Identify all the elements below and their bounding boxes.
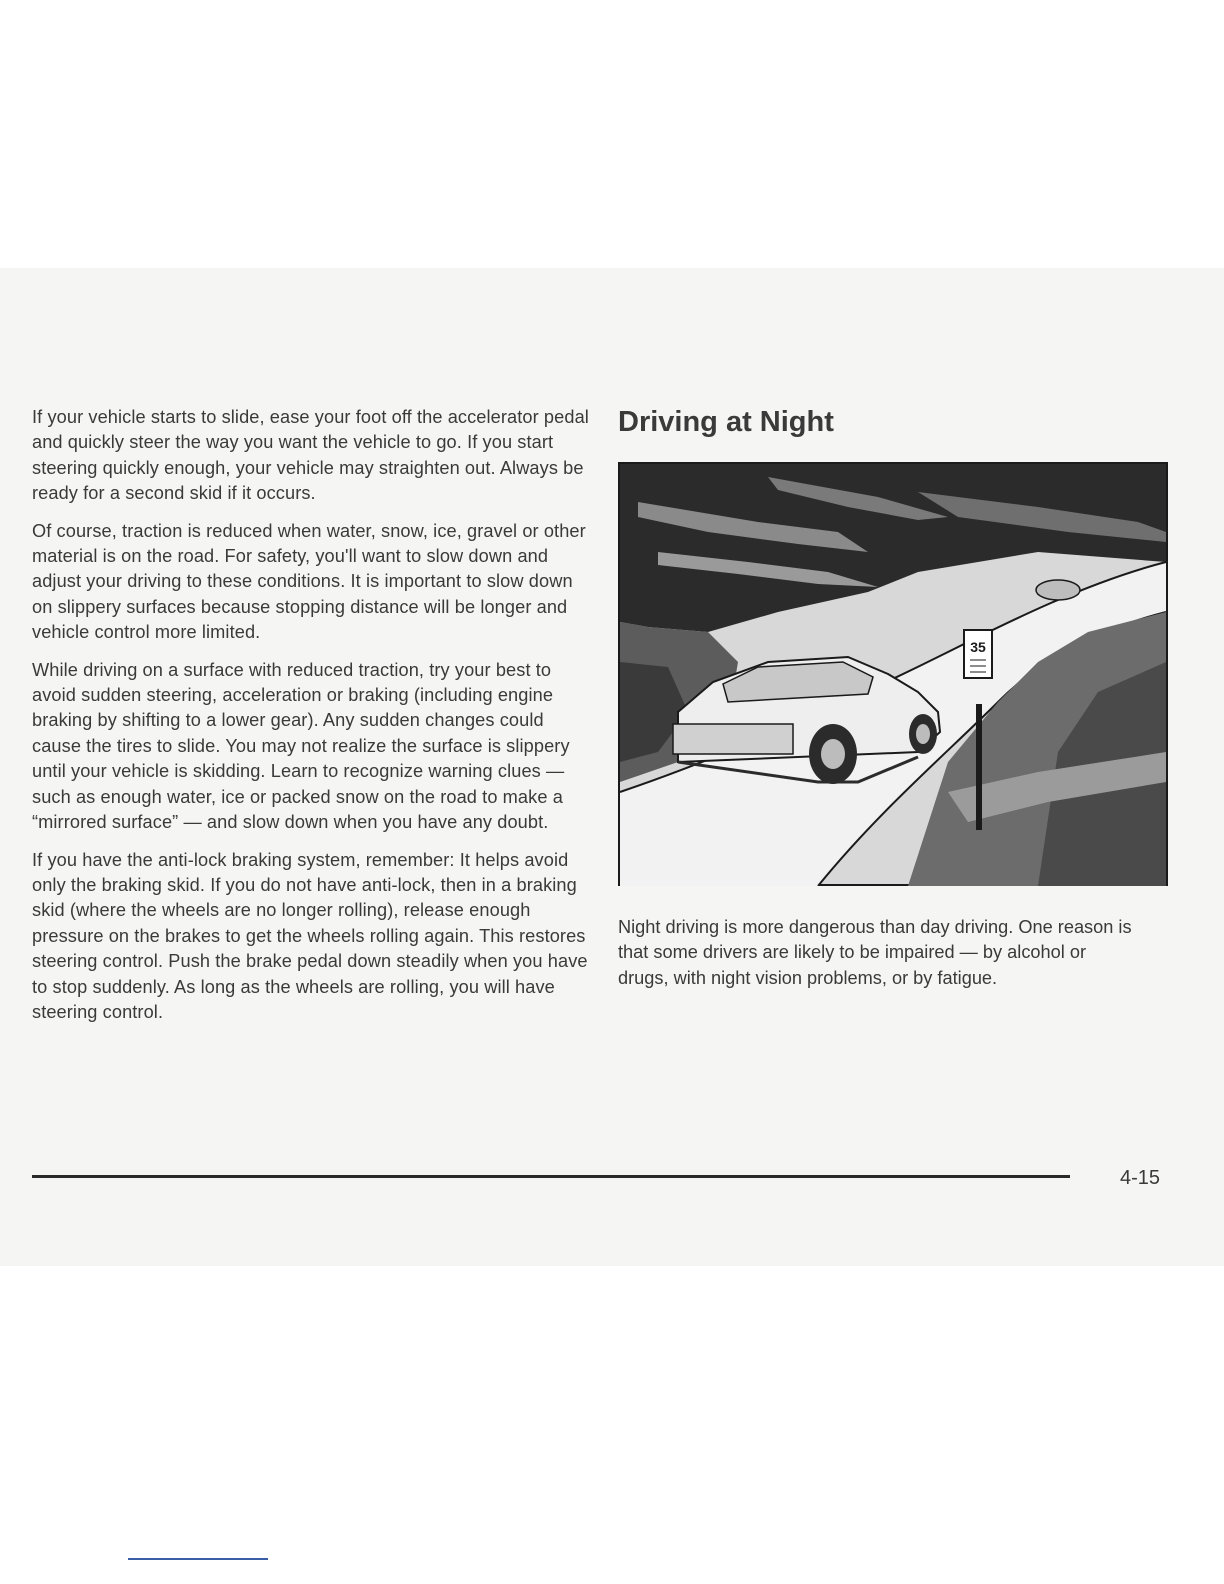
paragraph-avoid-sudden-changes: While driving on a surface with reduced traction, try your best to avoid sudden steering, acceleration or braking (including engine braking by shifting to a lower gear). Any sudden changes could cause the tires to slide. You may not realize the surface is slippery until your vehicle is skidding. Learn to recognize warning clues — such as enough water, ice or packed snow on the road to make a “mirrored surface” — and slow down when you have any doubt. (32, 659, 570, 833)
paragraph-skid-recovery: If your vehicle starts to slide, ease your foot off the accelerator pedal and quickly steer the way you want the vehicle to go. If you start steering quickly enough, your vehicle may straighten out. Always be ready for a second skid if it occurs. (32, 407, 589, 504)
footer-rule (32, 1175, 1070, 1178)
section-title: Driving at Night (618, 406, 834, 438)
night-driving-illustration (618, 462, 1168, 886)
right-column-header (618, 400, 1178, 444)
page-number: 4-15 (1120, 1167, 1161, 1189)
bottom-accent-line (128, 1558, 268, 1560)
left-column (32, 405, 592, 1037)
paragraph-anti-lock-brakes: If you have the anti-lock braking system, remember: It helps avoid only the braking skid. If you do not have anti-lock, then in a braking skid (where the wheels are no longer rolling), release enough pressure on the brakes to get the wheels rolling again. This restores steering control. Push the brake pedal down steadily when you have to stop suddenly. As long as the wheels are rolling, you will have steering control. (32, 849, 588, 1022)
speed-limit-value: 35 (970, 639, 986, 655)
night-driving-paragraph: Night driving is more dangerous than day driving. One reason is that some drivers are likely to be impaired — by alcohol or drugs, with night vision problems, or by fatigue. (618, 917, 1132, 988)
paragraph-reduced-traction: Of course, traction is reduced when water, snow, ice, gravel or other material is on the road. For safety, you'll want to slow down and adjust your driving to these conditions. It is important to slow down on slippery surfaces because stopping distance will be longer and vehicle control more limited. (32, 520, 586, 643)
